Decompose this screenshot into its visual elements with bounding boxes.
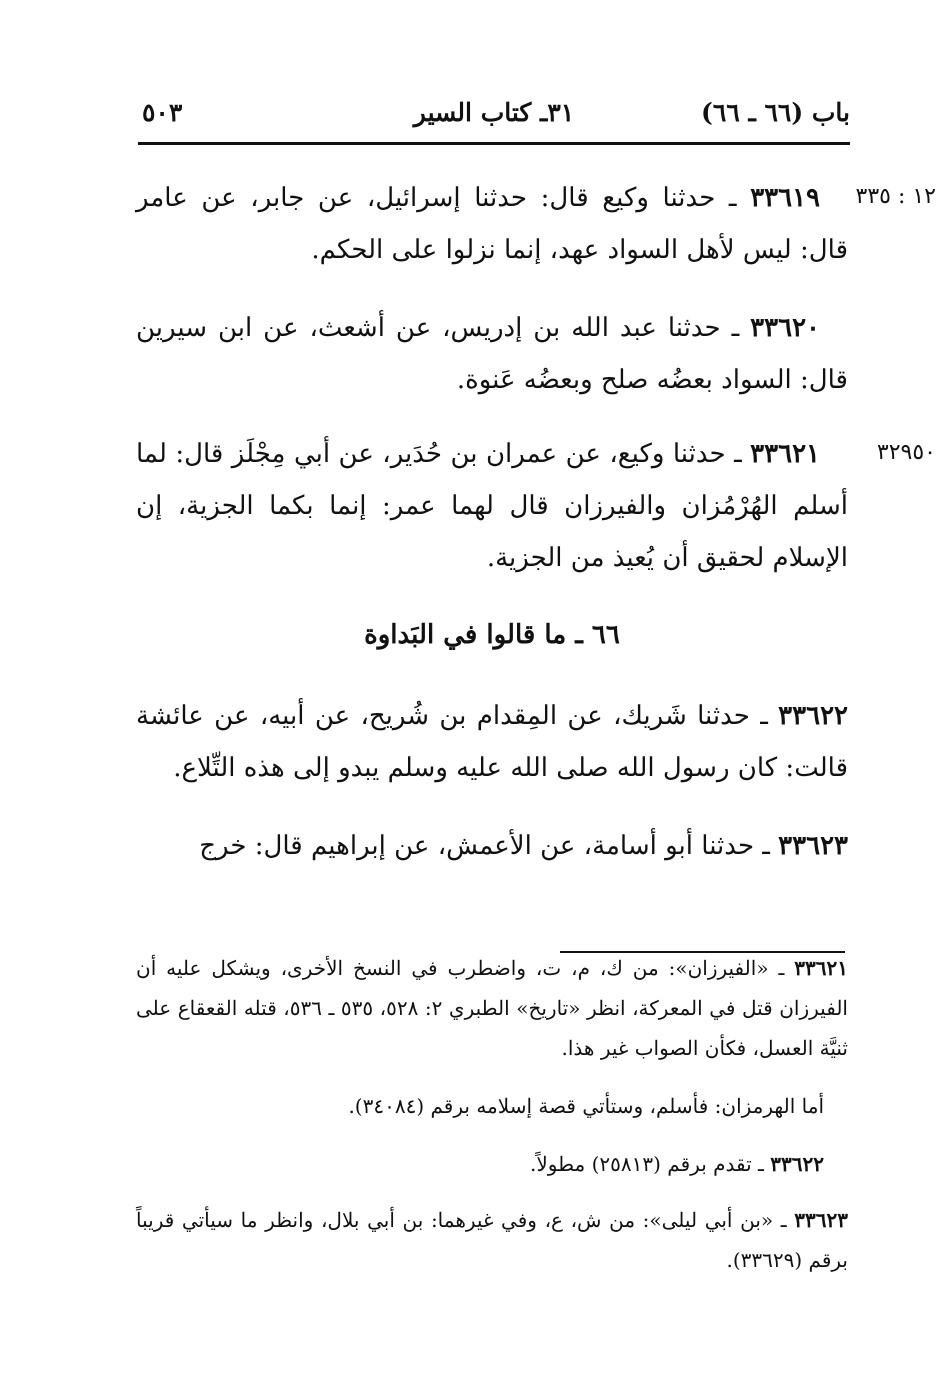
hadith-text: ـ حدثنا وكيع قال: حدثنا إسرائيل، عن جابر، عن عامر قال: ليس لأهل السواد عهد، إنما نزلوا على الحكم. xyxy=(136,183,848,265)
hadith-paragraph xyxy=(136,428,848,584)
footnote-number: ٣٣٦٢٣ xyxy=(794,1208,848,1232)
footnote xyxy=(136,1200,848,1280)
hadith-number: ٣٣٦١٩ xyxy=(750,183,821,213)
footnote xyxy=(136,948,848,1068)
footnote-text: ـ «الفيرزان»: من ك، م، ت، واضطرب في النسخ الأخرى، ويشكل عليه أن الفيرزان قتل في المعركة، انظر «تاريخ» الطبري ٢: ٥٢٨، ٥٣٥ ـ ٥٣٦، قتله القعقاع على ثنيَّة العسل، فكأن الصواب غير هذا. xyxy=(136,956,848,1060)
book-title: ٣١ـ كتاب السير xyxy=(413,98,575,127)
footnote-text: ـ تقدم برقم (٢٥٨١٣) مطولاً. xyxy=(530,1152,764,1176)
hadith-number: ٣٣٦٢٣ xyxy=(778,831,848,861)
footnote xyxy=(136,1086,848,1126)
margin-ref-2: ٣٢٩٥٠ xyxy=(876,440,936,465)
hadith-text: ـ حدثنا عبد الله بن إدريس، عن أشعث، عن ابن سيرين قال: السواد بعضُه صلح وبعضُه عَنوة. xyxy=(136,313,848,395)
hadith-paragraph xyxy=(136,690,848,794)
footnote xyxy=(136,1144,848,1184)
section-title: ٦٦ ـ ما قالوا في البَداوة xyxy=(364,620,620,650)
hadith-text: ـ حدثنا وكيع، عن عمران بن حُدَير، عن أبي مِجْلَز قال: لما أسلم الهُرْمُزان والفيرزان قال لهما عمر: إنما بكما الجزية، إن الإسلام لحقيق أن يُعيذ من الجزية. xyxy=(136,439,848,573)
chapter-ref: باب (٦٦ ـ ٦٦) xyxy=(701,98,850,127)
hadith-number: ٣٣٦٢٢ xyxy=(778,701,848,731)
hadith-paragraph xyxy=(136,172,848,276)
footnote-text: ـ «بن أبي ليلى»: من ش، ع، وفي غيرهما: بن أبي بلال، وانظر ما سيأتي قريباً برقم (٣٣٦٢٩). xyxy=(136,1208,848,1272)
hadith-text: ـ حدثنا شَريك، عن المِقدام بن شُريح، عن أبيه، عن عائشة قالت: كان رسول الله صلى الله عليه وسلم يبدو إلى هذه التِّلاع. xyxy=(136,701,848,783)
footnote-number: ٣٣٦٢٢ xyxy=(770,1152,824,1176)
footnote-text: أما الهرمزان: فأسلم، وستأتي قصة إسلامه برقم (٣٤٠٨٤). xyxy=(348,1094,824,1118)
hadith-number: ٣٣٦٢٠ xyxy=(750,313,820,343)
footnote-number: ٣٣٦٢١ xyxy=(794,956,848,980)
margin-ref-1: ١٢ : ٣٣٥ xyxy=(855,184,936,209)
running-header xyxy=(138,98,850,138)
hadith-paragraph xyxy=(136,302,848,406)
hadith-number: ٣٣٦٢١ xyxy=(750,439,820,469)
hadith-paragraph xyxy=(136,820,848,872)
hadith-text: ـ حدثنا أبو أسامة، عن الأعمش، عن إبراهيم قال: خرج xyxy=(199,831,770,861)
header-rule xyxy=(138,142,850,145)
page-number: ٥٠٣ xyxy=(142,98,183,127)
